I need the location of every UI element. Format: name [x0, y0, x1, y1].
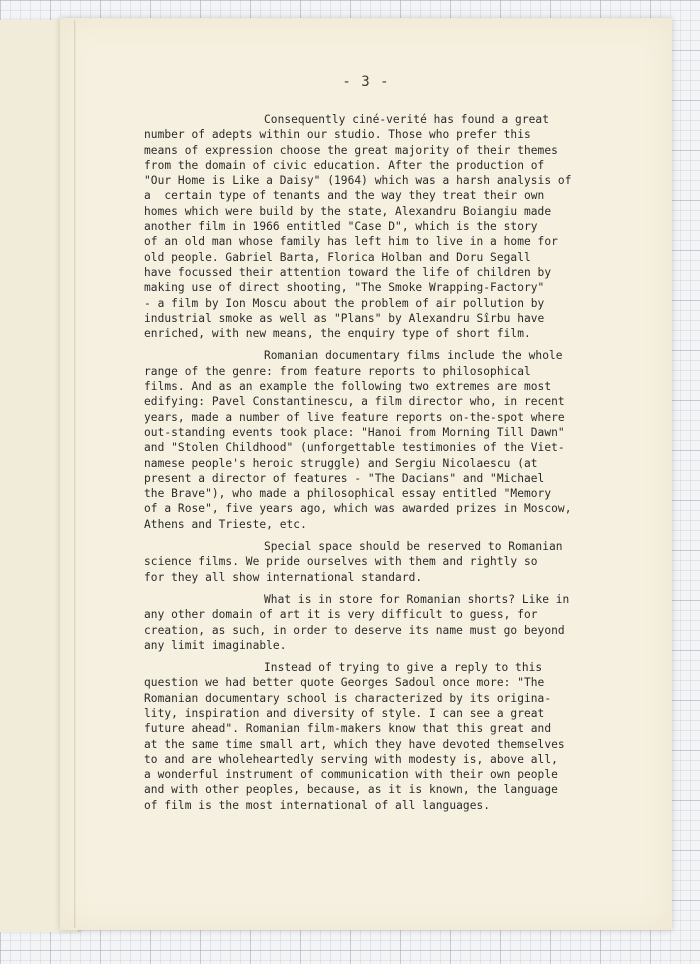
text-line: namese people's heroic struggle) and Sergiu Nicolaescu (at [144, 456, 538, 470]
text-line: Athens and Trieste, etc. [144, 517, 307, 531]
text-line: homes which were build by the state, Alexandru Boiangiu made [144, 204, 552, 218]
paragraph [144, 660, 700, 813]
text-line: of an old man whose family has left him to live in a home for [144, 235, 558, 249]
text-line: any limit imaginable. [144, 638, 287, 652]
text-line: making use of direct shooting, "The Smoke Wrapping-Factory" [144, 281, 545, 295]
document-body [144, 112, 700, 820]
text-line: means of expression choose the great majority of their themes [144, 143, 558, 157]
text-line: a certain type of tenants and the way they treat their own [144, 189, 545, 203]
text-line: - a film by Ion Moscu about the problem of air pollution by [144, 296, 545, 310]
text-line: have focussed their attention toward the life of children by [144, 265, 552, 279]
text-line: for they all show international standard. [144, 570, 423, 584]
text-line: edifying: Pavel Constantinescu, a film director who, in recent [144, 395, 565, 409]
text-line: question we had better quote Georges Sadoul once more: "The [144, 676, 545, 690]
text-line: number of adepts within our studio. Those who prefer this [144, 128, 531, 142]
page-edge-shadow [74, 20, 76, 928]
text-line: industrial smoke as well as "Plans" by Alexandru Sîrbu have [144, 311, 545, 325]
text-line: Special space should be reserved to Romanian [264, 540, 563, 554]
text-line: creation, as such, in order to deserve its name must go beyond [144, 623, 565, 637]
paragraph [144, 112, 700, 341]
text-line: What is in store for Romanian shorts? Like in [264, 592, 570, 606]
typewritten-page [60, 18, 672, 930]
text-line: another film in 1966 entitled "Case D", which is the story [144, 220, 538, 234]
paragraph [144, 592, 700, 653]
text-line: years, made a number of live feature reports on-the-spot where [144, 410, 565, 424]
text-line: films. And as an example the following two extremes are most [144, 380, 552, 394]
text-line: of a Rose", five years ago, which was awarded prizes in Moscow, [144, 502, 572, 516]
paragraph [144, 539, 700, 585]
text-line: present a director of features - "The Dacians" and "Michael [144, 471, 545, 485]
text-line: "Our Home is Like a Daisy" (1964) which was a harsh analysis of [144, 174, 572, 188]
text-line: range of the genre: from feature reports to philosophical [144, 364, 531, 378]
text-line: future ahead". Romanian film-makers know that this great and [144, 722, 552, 736]
text-line: lity, inspiration and diversity of style. I can see a great [144, 706, 545, 720]
text-line: Consequently ciné-verité has found a great [264, 113, 549, 126]
text-line: and "Stolen Childhood" (unforgettable testimonies of the Viet- [144, 441, 565, 455]
text-line: old people. Gabriel Barta, Florica Holban and Doru Segall [144, 250, 531, 264]
text-line: and with other peoples, because, as it is known, the language [144, 783, 558, 797]
text-line: Romanian documentary school is characterized by its origina- [144, 691, 552, 705]
text-line: from the domain of civic education. After the production of [144, 158, 545, 172]
text-line: to and are wholeheartedly serving with modesty is, above all, [144, 752, 558, 766]
paragraph [144, 348, 700, 532]
text-line: enriched, with new means, the enquiry type of short film. [144, 327, 531, 341]
text-line: science films. We pride ourselves with them and rightly so [144, 555, 538, 569]
text-line: out-standing events took place: "Hanoi from Morning Till Dawn" [144, 425, 565, 439]
text-line: Romanian documentary films include the whole [264, 349, 563, 363]
text-line: a wonderful instrument of communication with their own people [144, 768, 558, 782]
text-line: the Brave"), who made a philosophical essay entitled "Memory [144, 487, 552, 501]
text-line: Instead of trying to give a reply to this [264, 661, 543, 675]
page-number: - 3 - [342, 74, 390, 90]
text-line: at the same time small art, which they have devoted themselves [144, 737, 565, 751]
text-line: of film is the most international of all languages. [144, 798, 491, 812]
text-line: any other domain of art it is very difficult to guess, for [144, 608, 538, 622]
